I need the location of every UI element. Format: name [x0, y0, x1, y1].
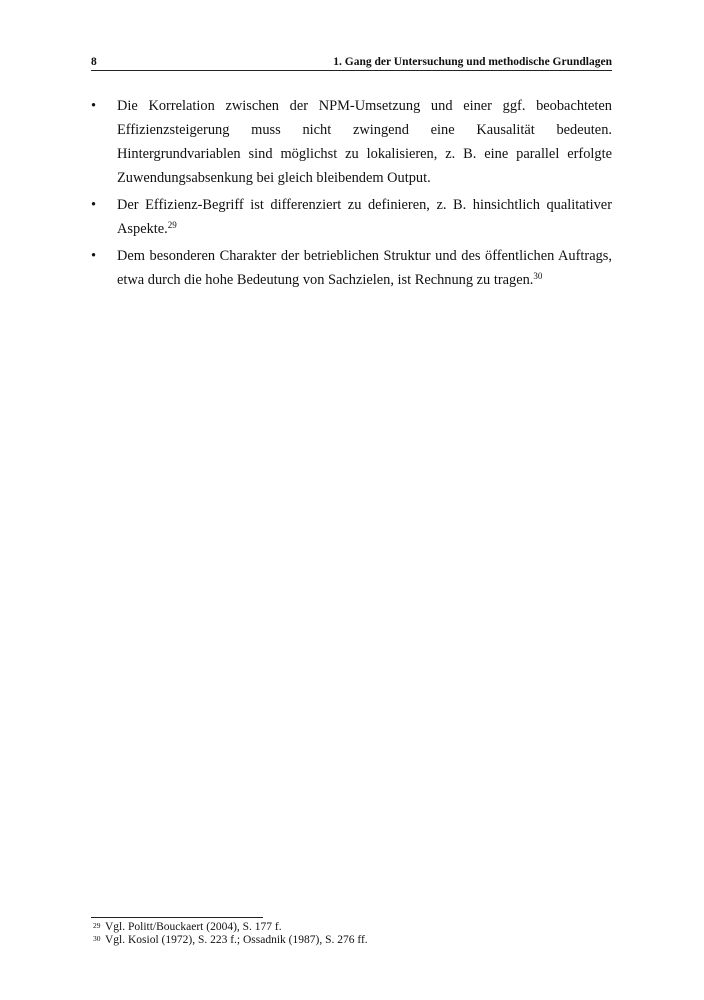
footnotes — [91, 921, 612, 947]
footnote-text: Vgl. Politt/Bouckaert (2004), S. 177 f. — [105, 921, 282, 933]
bullet-text: Der Effizienz-Begriff ist differenziert zu definieren, z. B. hinsichtlich qualitativer Aspekte. — [117, 197, 612, 237]
bullet-icon: • — [91, 248, 97, 264]
footnote-reference: 29 — [167, 220, 177, 230]
bullet-item — [91, 193, 612, 241]
footnote-reference: 30 — [533, 271, 543, 281]
running-header — [91, 56, 612, 71]
bullet-icon: • — [91, 98, 97, 114]
footnote-marker: 30 — [93, 934, 101, 943]
bullet-list — [91, 94, 612, 295]
footnote-separator — [91, 917, 263, 918]
footnote — [91, 934, 612, 947]
bullet-icon: • — [91, 197, 97, 213]
page-number: 8 — [91, 56, 97, 68]
footnote-marker: 29 — [93, 921, 101, 930]
bullet-item — [91, 244, 612, 292]
bullet-text: Dem besonderen Charakter der betrieblichen Struktur und des öffentlichen Auftrags, etwa durch die hohe Bedeutung von Sachzielen, ist Rechnung zu tragen. — [117, 248, 612, 288]
bullet-item — [91, 94, 612, 190]
footnote-text: Vgl. Kosiol (1972), S. 223 f.; Ossadnik (1987), S. 276 ff. — [105, 934, 368, 946]
running-title: 1. Gang der Untersuchung und methodische Grundlagen — [333, 56, 612, 68]
bullet-text: Die Korrelation zwischen der NPM-Umsetzung und einer ggf. beobachteten Effizienzsteigerung muss nicht zwingend eine Kausalität bedeuten. Hintergrundvariablen sind möglichst zu lokalisieren, z. B. eine parallel erfolgte Zuwendungsabsenkung bei gleich bleibendem Output. — [117, 98, 612, 186]
footnote — [91, 921, 612, 934]
